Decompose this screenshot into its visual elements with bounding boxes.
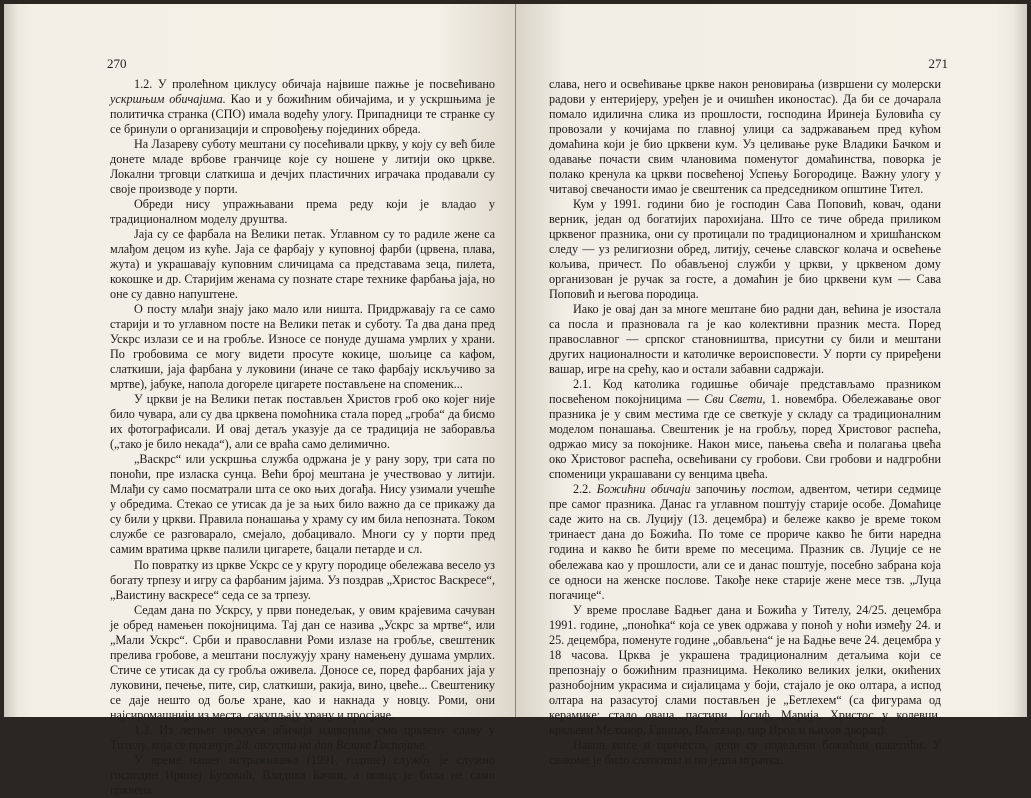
paragraph [549, 302, 941, 377]
paragraph [110, 392, 495, 452]
text-run: У цркви је на Велики петак постављен Христов гроб око којег није било чувара, али су два црквена помоћника стала поред „гроба“ да бисмо их фотографисали. И овај детаљ указује да се традиција не заборавља („тако је било некада“), али се враћа само делимично. [110, 392, 495, 452]
text-run: 2.2. [573, 482, 597, 497]
paragraph [549, 482, 941, 602]
paragraph [110, 302, 495, 392]
paragraph [549, 738, 941, 768]
paragraph [110, 723, 495, 753]
left-page [4, 4, 515, 797]
italic-phrase: Божићни обичаји [596, 482, 691, 497]
page-edge-shadow [1013, 4, 1027, 717]
paragraph [549, 603, 941, 738]
paragraph [110, 77, 495, 137]
paragraph [110, 197, 495, 227]
page-edge-shadow [4, 4, 18, 717]
right-page [516, 4, 1027, 767]
text-run: У време прославе Бадњег дана и Божића у Тителу, 24/25. децембра 1991. године, „поноћка“ која се увек одржава у поноћ у ноћи између 24. и 25. децембра, поменуте године „обављена“ је на Бадње вече 24. децембра у 18 часова. Црква је украшена традиционалним детаљима који се препознају о божићним празницима. Неколико великих јелки, окићених разнобојним украсима и сијалицама у боји, стајало је око олтара, а испод олтара на разасутој слами постављен је „Бетлехем“ (са фигурама од керамике: стадо оваца, пастири, Јосиф, Марија, Христос у колевци, краљеви Мелхиор, Гашпар, Валтазар, цар Ирод и њихов дворац). [549, 602, 941, 737]
text-run: 2.1. Код католика годишње обичаје представљамо празником посвећеном покојницима — [549, 377, 941, 407]
text-run: У време нашег истраживања (1991. године) службу је служио господин Иринеј Буловић, Владика Бачки, а повод је била не само црквена [110, 752, 495, 797]
book-spread [4, 4, 1027, 797]
text-run: 1. новембра. Обележавање овог празника је у свим местима где се светкује у складу са традиционалним моделом понашања. Свештеник је на гробљу, поред Христовог распећа, одржао мису за покојнике. Након мисе, пањења свећа и полагања цвећа око Христовог распећа, освећивани су гробови. Сви гробови и надгробни споменици украшавани су венцима цвећа. [549, 392, 942, 482]
text-run: 1.2. У пролећном циклусу обичаја највише пажње је посвећивано [134, 77, 495, 91]
text-run: Седам дана по Ускрсу, у први понедељак, у овим крајевима сачуван је обред намењен покојницима. Тај дан се назива „Ускрс за мртве“, или „Мали Ускрс“. Срби и православни Роми излазе на гробље, свештеник прелива гробове, а мештани послужују храну намењену душама умрлих. Стиче се утисак да су гробља оживела. Доносе се, поред фарбаних јаја у луковини, печење, пите, сир, слаткиши, ракија, вино, цвеће... Свештенику се даје нешто од боље хране, као и накнада у новцу. Роми, они најсиромашнији из места, сакупљају храну и просјаче. [110, 602, 495, 722]
text-run: Кум у 1991. години био је господин Сава Поповић, ковач, одани верник, један од богатијих парохијана. Што се тиче обреда приликом црквеног празника, они су протицали по традиционалном и хришћанском следу — уз религиозни обред, литију, сечење славског колача и освећење кољива, причест. По обављеној служби у цркви, у црквеном дому организован је ручак за госте, а домаћин је био црквени кум — Сава Поповић и његова породица. [549, 197, 941, 302]
paragraph [110, 603, 495, 723]
italic-phrase: ускршњим обичајима. [110, 92, 226, 107]
text-run: 1.3. Из летњег циклуса обичаја издвојили смо црквену славу у Тителу, која се празнује [110, 722, 495, 752]
right-page-text [549, 77, 941, 768]
left-page-text [110, 77, 495, 798]
text-run: Иако је овај дан за многе мештане био радни дан, већина је изостала са посла и празновала га је као колективни празник места. Поред православног — српског становништва, присутни су били и мештани других националности и католичке вероисповести. У порти су приређени вашар, игре на срећу, као и остали забавни садржаји. [549, 302, 941, 377]
text-run: Јаја су се фарбала на Велики петак. Углавном су то радиле жене са млађом децом из куће. Јаја се фарбају у куповној фарби (црвена, плава, жута) и украшавају куповним сличицама са представама зеца, пилета, кокошке и др. Старијим женама су познате старе технике фарбања јаја, но оне су давно напуштене. [110, 227, 495, 302]
paragraph [549, 377, 941, 482]
text-run: слава, него и освећивање цркве након реновирања (извршени су молерски радови у ентеријеру, уређен је и очишћен иконостас). Да би се дочарала помало идилична слика из прошлости, господина Иринеја Буловића су провозали у кочијама по главној улици са задржавањем пред кућом домаћина који је био црквени кум. Уз целивање руке Владики Бачком и одавање почасти свим члановима поменутог домаћинства, поворка је полако кренула ка цркви посвећеној Успењу Богородице. Важну улогу у читавој свечаности имао је свештеник са председником општине Тител. [549, 77, 941, 197]
paragraph [110, 137, 495, 197]
text-run: адвентом, четири седмице пре самог празника. Данас га углавном поштују старије особе. Домаћице саде жито на св. Луцију (13. децембра) и бележе какво је време током тринаест дана до Божића. По томе се прориче какво ће бити наредна година и какво ће бити време по месецима. Празник св. Луције се не обележава као у прошлости, али се и данас поштује, посебно забрана која се односи на женске послове. Такође неке старије жене месе тзв. „Луца погачице“. [549, 482, 942, 602]
text-run: Обреди нису упражњавани према реду који је владао у традиционалном моделу друштва. [110, 197, 495, 227]
text-run: започињу [690, 482, 752, 497]
paragraph [110, 753, 495, 798]
paragraph [110, 558, 495, 603]
paragraph [110, 227, 495, 302]
paragraph [549, 197, 941, 302]
text-run: По повратку из цркве Ускрс се у кругу породице обележава весело уз богату трпезу и игру са фарбаним јајима. Уз поздрав „Христос Васкресе“, „Ваистину васкресе“ седа се за трпезу. [110, 557, 495, 602]
page-number-left: 270 [107, 56, 127, 71]
text-run: Након мисе и причести, деци су подељени божићни пакетићи. У свакоме је било слаткиша и по једна играчка. [549, 737, 941, 767]
text-run: „Васкрс“ или ускршња служба одржана је у рану зору, три сата по поноћи, пре изласка сунца. Већи број мештана је учествовао у литији. Млађи су само посматрали шта се око њих догађа. Нису узимали учешће у обредима. Стекао се утисак да је за њих било важно да се прикажу да су били у цркви. Правила понашања у храму су им била непозната. Током службе се разговарало, смејало, добацивало. Многи су у порти пред самим вратима цркве палили цигарете, бацали петарде и сл. [110, 452, 495, 557]
text-run: О посту млађи знају јако мало или ништа. Придржавају га се само старији и то углавном посте на Велики петак и суботу. Та два дана пред Ускрс излази се и на гробље. Износе се понуде душама умрлих у храни. По гробовима се могу видети просуте кокице, шољице са кафом, слаткиши, јаја фарбана у луковини (иначе се тако фарбају искључиво за мртве), јабуке, напола догореле цигарете постављене на споменик... [110, 302, 495, 392]
text-run: На Лазареву суботу мештани су посећивали цркву, у коју су већ биле донете младе врбове гранчице које су ношене у литији око цркве. Локални трговци слаткиша и дечјих пластичних играчака продавали су своје производе у порти. [110, 137, 495, 197]
paragraph [110, 452, 495, 557]
italic-phrase: постом, [751, 482, 795, 497]
italic-phrase: 28. августа на дан Велике Госпојине. [236, 737, 428, 752]
page-number-right: 271 [928, 56, 948, 71]
paragraph [549, 77, 941, 197]
text-run: Као и у божићним обичајима, и у ускршњима је политичка странка (СПО) имала водећу улогу. Припадници те странке су се бринули о организацији и спровођењу појединих обреда. [110, 92, 495, 137]
italic-phrase: Сви Свети, [704, 392, 766, 407]
